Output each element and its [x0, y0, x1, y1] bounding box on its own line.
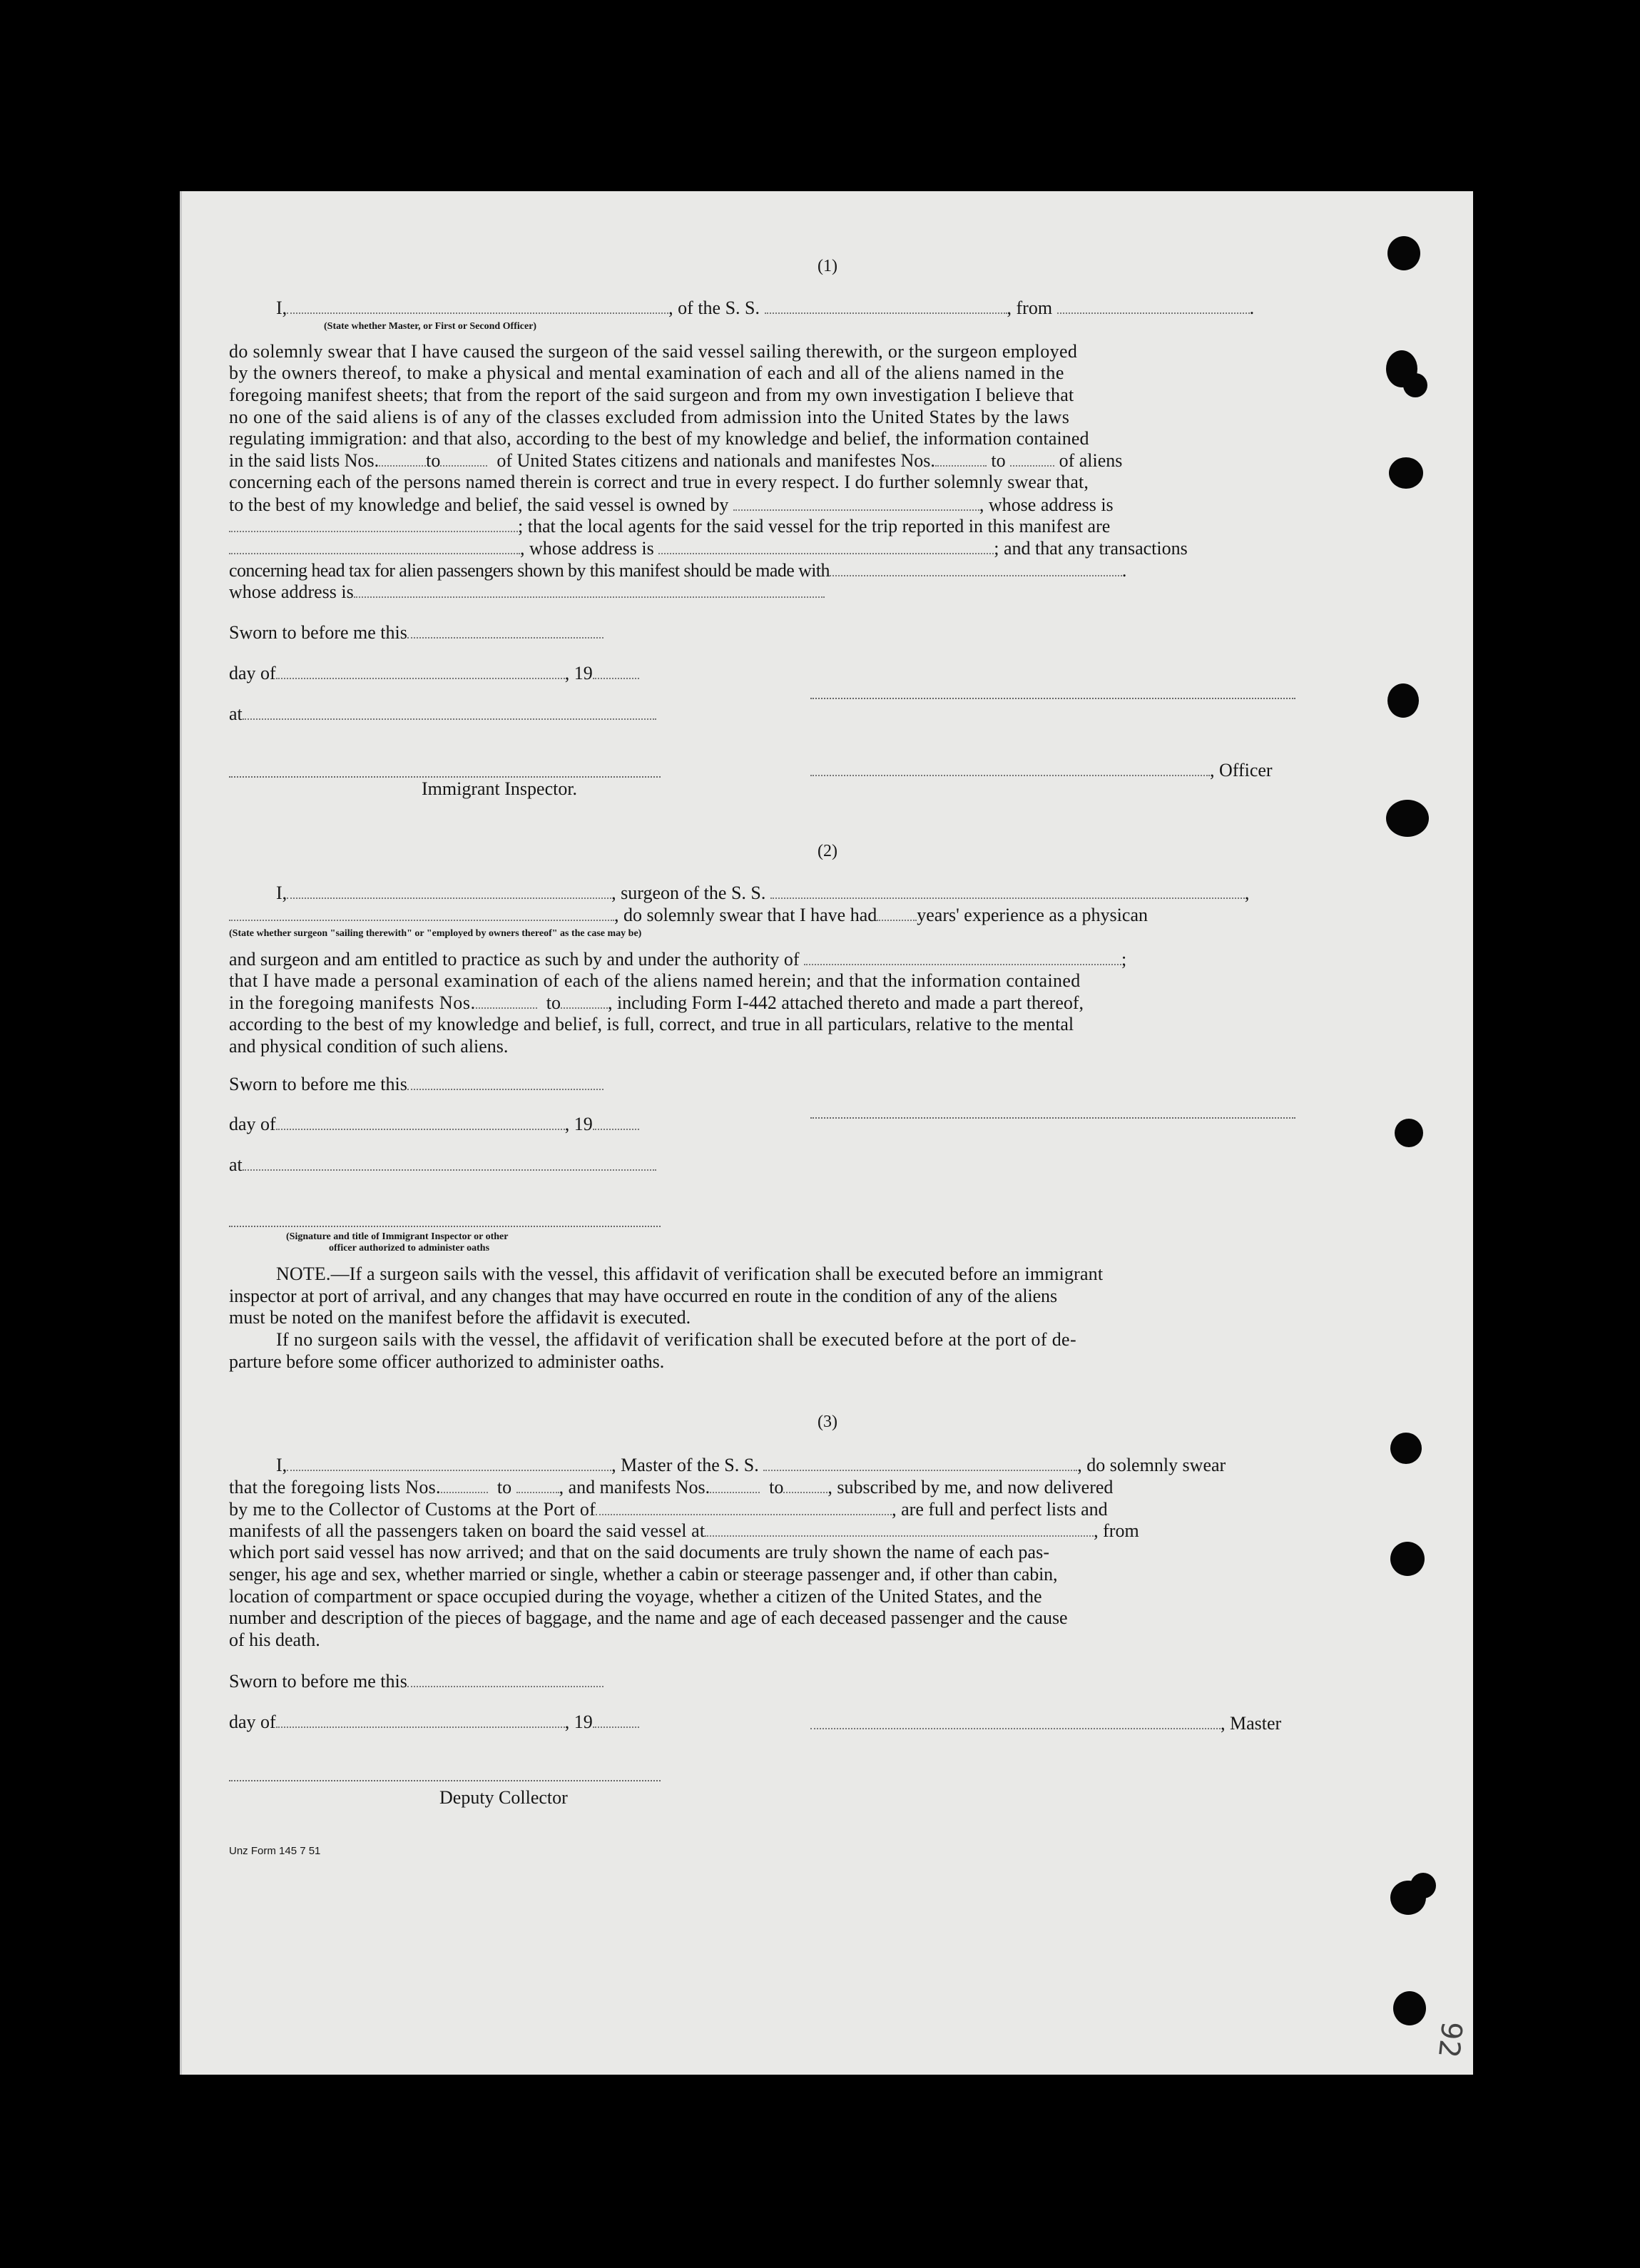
form-number: Unz Form 145 7 51 — [229, 1845, 321, 1857]
note-line: NOTE.—If a surgeon sails with the vessel, this affidavit of verification shall be executed before an immigrant — [276, 1263, 1104, 1284]
s3-lists-from-field[interactable] — [441, 1476, 488, 1493]
s1-inspector-label: Immigrant Inspector. — [422, 778, 578, 799]
manifests-to-field[interactable] — [1010, 449, 1054, 467]
s3-to: to — [496, 1477, 512, 1497]
s2-at-field[interactable] — [243, 1154, 656, 1171]
s1-period: . — [1249, 298, 1255, 318]
s1-i: I, — [276, 298, 287, 318]
s1-year-label: , 19 — [564, 663, 593, 683]
s3-master-signature-field[interactable] — [810, 1712, 1221, 1729]
punch-hole — [1390, 1542, 1425, 1576]
s2-sig-note-2: officer authorized to administer oaths — [329, 1243, 490, 1253]
s1-officer-field[interactable] — [810, 759, 1210, 776]
s2-years: years' experience as a physican — [917, 905, 1148, 925]
s2-at-label: at — [229, 1154, 243, 1175]
s1-owned-by: to the best of my knowledge and belief, the said vessel is owned by — [229, 494, 729, 515]
s3-manifests-to-field[interactable] — [783, 1476, 827, 1493]
s2-line: that I have made a personal examination of each of the aliens named herein; and that the information contained — [229, 970, 1081, 991]
s1-rank-note: (State whether Master, or First or Second Officer) — [324, 321, 537, 332]
surgeon-name-field[interactable] — [287, 882, 611, 899]
s3-line: senger, his age and sex, whether married or single, whether a cabin or steerage passenger and, if other than cabin, — [229, 1564, 1058, 1585]
s2-surgeon-of-ss: , surgeon of the S. S. — [611, 883, 766, 903]
s2-sworn-label: Sworn to before me this — [229, 1074, 407, 1094]
s1-transactions: ; and that any transactions — [994, 538, 1188, 559]
punch-hole — [1387, 683, 1419, 718]
port-of-arrival-field[interactable] — [596, 1498, 892, 1515]
s2-sworn-date-field[interactable] — [407, 1073, 603, 1090]
port-of-embarkation-field[interactable] — [705, 1520, 1094, 1537]
s3-manifests: , and manifests Nos. — [559, 1477, 711, 1497]
s2-form-i442: , including Form I-442 attached thereto and made a part thereof, — [607, 992, 1084, 1013]
s2-day-label: day of — [229, 1114, 276, 1134]
s2-comma: , — [1244, 883, 1250, 903]
s2-line: according to the best of my knowledge and belief, is full, correct, and true in all particulars, relative to the mental — [229, 1014, 1074, 1034]
years-experience-field[interactable] — [877, 904, 917, 921]
s1-sworn-date-field[interactable] — [407, 621, 603, 639]
punch-hole — [1395, 1119, 1423, 1147]
port-from-field[interactable] — [1057, 297, 1250, 314]
s1-line: by the owners thereof, to make a physical and mental examination of each and all of the aliens named in the — [229, 362, 1064, 383]
master-name-field[interactable] — [287, 1454, 611, 1471]
s2-manifests: in the foregoing manifests Nos. — [229, 992, 476, 1013]
owner-address-field[interactable] — [229, 515, 518, 532]
s3-collector: by me to the Collector of Customs at the Port of — [229, 1499, 596, 1520]
s3-sworn-date-field[interactable] — [407, 1670, 603, 1687]
s3-line: which port said vessel has now arrived; and that on the said documents are truly shown the name of each pas- — [229, 1542, 1050, 1562]
s1-line: regulating immigration: and that also, according to the best of my knowledge and belief, the information contained — [229, 428, 1089, 449]
s1-whose-address-3: whose address is — [229, 581, 354, 602]
s1-line: do solemnly swear that I have caused the surgeon of the said vessel sailing therewith, or the surgeon employed — [229, 341, 1078, 362]
s1-month-field[interactable] — [276, 662, 565, 679]
s3-vessel-field[interactable] — [763, 1454, 1077, 1471]
s1-day-label: day of — [229, 663, 276, 683]
s3-lists: that the foregoing lists Nos. — [229, 1477, 441, 1497]
s2-inspector-line[interactable] — [229, 1224, 661, 1227]
s1-officer-label: , Officer — [1210, 760, 1273, 780]
section-3-number: (3) — [818, 1413, 837, 1431]
s1-line: foregoing manifest sheets; that from the report of the said surgeon and from my own investigation I believe that — [229, 385, 1074, 405]
s1-sworn-label: Sworn to before me this — [229, 622, 407, 643]
s1-head-tax: concerning head tax for alien passengers shown by this manifest should be made with — [229, 560, 830, 581]
handwritten-page-number: 92 — [1431, 2020, 1468, 2060]
s2-manifests-to-field[interactable] — [561, 992, 608, 1009]
s3-master-label: , Master — [1221, 1713, 1282, 1734]
s3-taken-aboard: manifests of all the passengers taken on board the said vessel at — [229, 1520, 706, 1541]
s2-year-label: , 19 — [564, 1114, 593, 1134]
s2-line: and physical condition of such aliens. — [229, 1036, 509, 1057]
s3-to2: to — [769, 1477, 784, 1497]
head-tax-address-field[interactable] — [354, 581, 825, 598]
s2-status-note: (State whether surgeon "sailing therewith" or "employed by owners thereof" as the case may be) — [229, 928, 642, 939]
section-1-number: (1) — [818, 257, 837, 275]
s3-line: location of compartment or space occupied during the voyage, whether a citizen of the United States, and the — [229, 1586, 1042, 1607]
s2-to: to — [546, 992, 561, 1013]
s3-day-label: day of — [229, 1712, 276, 1732]
head-tax-field[interactable] — [830, 559, 1122, 576]
s3-year-label: , 19 — [564, 1712, 593, 1732]
s3-full-lists: , are full and perfect lists and — [892, 1499, 1108, 1520]
agents-address-field[interactable] — [658, 537, 994, 554]
s3-deputy-line[interactable] — [229, 1779, 661, 1781]
s3-manifests-from-field[interactable] — [710, 1476, 760, 1493]
s2-signature-line[interactable] — [810, 1116, 1295, 1119]
s1-inspector-line[interactable] — [229, 775, 661, 778]
note-line: If no surgeon sails with the vessel, the affidavit of verification shall be executed before at the port of de- — [276, 1329, 1076, 1350]
s3-i: I, — [276, 1455, 287, 1475]
s1-to2: to — [991, 450, 1006, 471]
punch-hole — [1386, 800, 1429, 837]
note-line: must be noted on the manifest before the affidavit is executed. — [229, 1307, 691, 1328]
s1-to: to — [426, 450, 441, 471]
s1-of-aliens: of aliens — [1059, 450, 1123, 471]
vessel-name-field[interactable] — [765, 297, 1007, 314]
s1-at-field[interactable] — [243, 703, 656, 720]
s3-subscribed: , subscribed by me, and now delivered — [827, 1477, 1114, 1497]
s2-manifests-from-field[interactable] — [476, 992, 537, 1009]
note-line: parture before some officer authorized to administer oaths. — [229, 1351, 665, 1372]
s1-local-agents: ; that the local agents for the said vessel for the trip reported in this manifest are — [518, 516, 1111, 537]
s2-month-field[interactable] — [276, 1113, 565, 1130]
authority-field[interactable] — [804, 948, 1121, 965]
s2-authority: and surgeon and am entitled to practice as such by and under the authority of — [229, 949, 800, 970]
note-line: inspector at port of arrival, and any changes that may have occurred en route in the condition of any of the aliens — [229, 1286, 1057, 1306]
s1-whose-address: , whose address is — [979, 494, 1114, 515]
s1-whose-address-2: , whose address is — [520, 538, 654, 559]
s1-line: concerning each of the persons named therein is correct and true in every respect. I do further solemnly swear that, — [229, 472, 1089, 492]
s1-line: no one of the said aliens is of any of the classes excluded from admission into the United States by the laws — [229, 407, 1070, 427]
owner-field[interactable] — [733, 494, 979, 511]
manifests-from-field[interactable] — [935, 449, 987, 467]
punch-hole — [1410, 1873, 1436, 1898]
s3-month-field[interactable] — [276, 1711, 565, 1728]
s1-year-field[interactable] — [593, 662, 639, 679]
s1-of-ss: , of the S. S. — [668, 298, 760, 318]
s1-period-2: . — [1121, 560, 1127, 581]
officer-rank-field[interactable] — [287, 297, 668, 314]
punch-hole — [1390, 1433, 1422, 1464]
s3-lists-to-field[interactable] — [516, 1476, 559, 1493]
s2-i: I, — [276, 883, 287, 903]
s3-line: of his death. — [229, 1629, 320, 1650]
section-2-number: (2) — [818, 842, 837, 860]
s3-from: , from — [1094, 1520, 1139, 1541]
s1-signature-line[interactable] — [810, 696, 1295, 699]
lists-to-field[interactable] — [440, 449, 487, 467]
s1-lists: in the said lists Nos. — [229, 450, 380, 471]
s2-vessel-field[interactable] — [770, 882, 1245, 899]
s3-line: number and description of the pieces of baggage, and the name and age of each deceased passenger and the cause — [229, 1607, 1068, 1628]
manifest-affidavit-page — [180, 191, 1473, 2075]
s2-sig-note-1: (Signature and title of Immigrant Inspector or other — [286, 1231, 509, 1242]
s3-solemnly: , do solemnly swear — [1077, 1455, 1226, 1475]
s2-semicolon: ; — [1121, 949, 1127, 970]
agents-field[interactable] — [229, 537, 520, 554]
s3-sworn-label: Sworn to before me this — [229, 1671, 407, 1692]
punch-hole — [1393, 1991, 1426, 2025]
s2-solemnly: , do solemnly swear that I have had — [614, 905, 877, 925]
s1-at-label: at — [229, 703, 243, 724]
s3-deputy-label: Deputy Collector — [439, 1787, 568, 1808]
punch-hole — [1389, 457, 1423, 489]
lists-from-field[interactable] — [379, 449, 426, 467]
punch-hole — [1403, 373, 1427, 397]
s3-year-field[interactable] — [593, 1711, 639, 1728]
s2-year-field[interactable] — [593, 1113, 639, 1130]
s1-from: , from — [1007, 298, 1053, 318]
surgeon-status-field[interactable] — [229, 904, 614, 921]
s1-citizens: of United States citizens and nationals and manifestes Nos. — [496, 450, 935, 471]
s3-master-of-ss: , Master of the S. S. — [611, 1455, 759, 1475]
